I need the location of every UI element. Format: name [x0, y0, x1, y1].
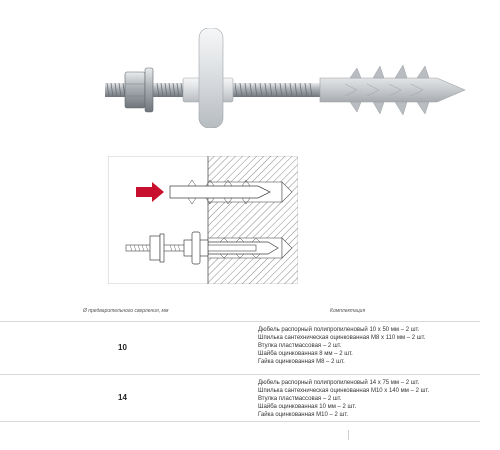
set-item: Шпилька сантехническая оцинкованная M8 х 110 мм – 2 шт.	[258, 335, 426, 341]
set-item: Втулка пластмассовая – 2 шт.	[258, 396, 342, 402]
spec-table	[0, 305, 480, 422]
nut	[125, 72, 145, 108]
set-cell	[258, 322, 480, 370]
set-item: Шпилька сантехническая оцинкованная M10 х 140 мм – 2 шт.	[258, 388, 430, 394]
set-item: Дюбель распорный полипропиленовый 14 х 75 мм – 2 шт.	[258, 380, 420, 386]
header-set: Комплектация	[330, 308, 366, 314]
installation-diagram	[108, 156, 298, 284]
set-item: Дюбель распорный полипропиленовый 10 х 50 мм – 2 шт.	[258, 327, 420, 333]
diameter-cell: 10	[118, 343, 127, 352]
diameter-cell: 14	[118, 393, 127, 402]
product-image	[95, 28, 475, 128]
set-item: Втулка пластмассовая – 2 шт.	[258, 343, 342, 349]
table-header	[0, 305, 480, 321]
table-row	[0, 321, 480, 374]
header-diameter: Ø предварительного сверления, мм	[83, 308, 169, 314]
table-row	[0, 374, 480, 422]
dowel	[320, 65, 465, 115]
set-item: Гайка оцинкованная M8 – 2 шт.	[258, 359, 345, 365]
divider	[348, 430, 349, 440]
wall-section	[208, 156, 298, 284]
set-cell	[258, 375, 480, 423]
plastic-sleeve	[183, 28, 233, 128]
set-item: Шайба оцинкованная 8 мм – 2 шт.	[258, 351, 353, 357]
set-item: Гайка оцинкованная M10 – 2 шт.	[258, 412, 349, 418]
set-item: Шайба оцинкованная 10 мм – 2 шт.	[258, 404, 357, 410]
washer	[145, 68, 153, 112]
